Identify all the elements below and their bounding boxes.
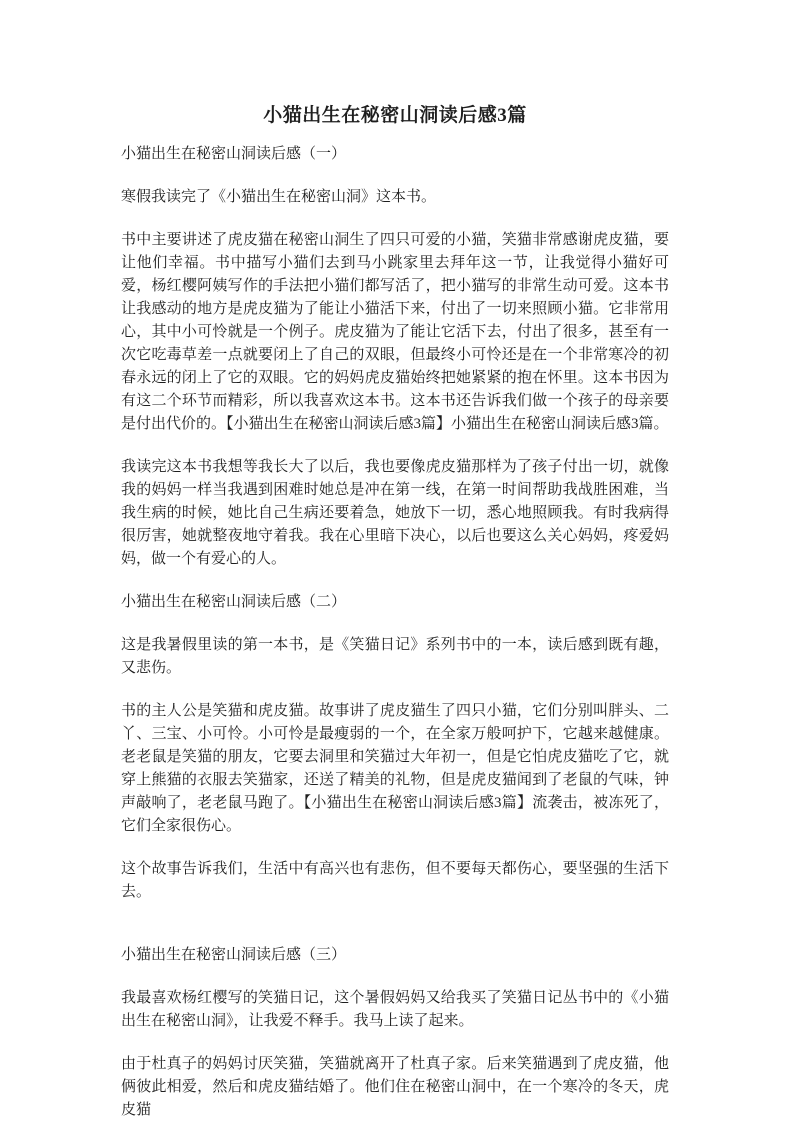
section-2-heading: 小猫出生在秘密山洞读后感（二） xyxy=(121,594,347,610)
paragraph: 寒假我读完了《小猫出生在秘密山洞》这本书。 xyxy=(121,189,437,205)
paragraph: 由于杜真子的妈妈讨厌笑猫，笑猫就离开了杜真子家。后来笑猫遇到了虎皮猫，他俩彼此相爱，然后和虎皮猫结婚了。他们住在秘密山洞中，在一个寒冷的冬天，虎皮猫 xyxy=(121,1056,669,1118)
paragraph: 我最喜欢杨红樱写的笑猫日记，这个暑假妈妈又给我买了笑猫日记丛书中的《小猫出生在秘密山洞》，让我爱不释手。我马上读了起来。 xyxy=(121,990,669,1029)
section-3-heading: 小猫出生在秘密山洞读后感（三） xyxy=(121,947,347,963)
paragraph: 这个故事告诉我们，生活中有高兴也有悲伤，但不要每天都伤心，要坚强的生活下去。 xyxy=(121,861,669,900)
paragraph: 这是我暑假里读的第一本书，是《笑猫日记》系列书中的一本，读后感到既有趣，又悲伤。 xyxy=(121,637,669,676)
section-1-heading: 小猫出生在秘密山洞读后感（一） xyxy=(121,146,347,162)
document-title: 小猫出生在秘密山洞读后感3篇 xyxy=(263,105,527,126)
paragraph: 书的主人公是笑猫和虎皮猫。故事讲了虎皮猫生了四只小猫，它们分别叫胖头、二丫、三宝、小可怜。小可怜是最瘦弱的一个，在全家万般呵护下，它越来越健康。老老鼠是笑猫的朋友，它要去洞里和笑猫过大年初一，但是它怕虎皮猫吃了它，就穿上熊猫的衣服去笑猫家，还送了精美的礼物，但是虎皮猫闻到了老鼠的气味，钟声敲响了，老老鼠马跑了。【小猫出生在秘密山洞读后感3篇】流袭击，被冻死了，它们全家很伤心。 xyxy=(121,703,669,834)
section-3 xyxy=(121,924,669,1122)
paragraph: 我读完这本书我想等我长大了以后，我也要像虎皮猫那样为了孩子付出一切，就像我的妈妈一样当我遇到困难时她总是冲在第一线，在第一时间帮助我战胜困难，当我生病的时候，她比自己生病还要着急，她放下一切，悉心地照顾我。有时我病得很厉害，她就整夜地守着我。我在心里暗下决心，以后也要这么关心妈妈，疼爱妈妈，做一个有爱心的人。 xyxy=(121,459,669,567)
paragraph: 书中主要讲述了虎皮猫在秘密山洞生了四只可爱的小猫，笑猫非常感谢虎皮猫，要让他们幸福。书中描写小猫们去到马小跳家里去拜年这一节，让我觉得小猫好可爱，杨红樱阿姨写作的手法把小猫们都写活了，把小猫写的非常生动可爱。这本书让我感动的地方是虎皮猫为了能让小猫活下来，付出了一切来照顾小猫。它非常用心，其中小可怜就是一个例子。虎皮猫为了能让它活下去，付出了很多，甚至有一次它吃毒草差一点就要闭上了自己的双眼，但最终小可怜还是在一个非常寒冷的初春永远的闭上了它的双眼。它的妈妈虎皮猫始终把她紧紧的抱在怀里。这本书因为有这二个环节而精彩，所以我喜欢这本书。这本书还告诉我们做一个孩子的母亲要是付出代价的。【小猫出生在秘密山洞读后感3篇】小猫出生在秘密山洞读后感3篇。 xyxy=(121,232,669,432)
section-2 xyxy=(121,591,669,904)
section-1 xyxy=(121,143,669,571)
